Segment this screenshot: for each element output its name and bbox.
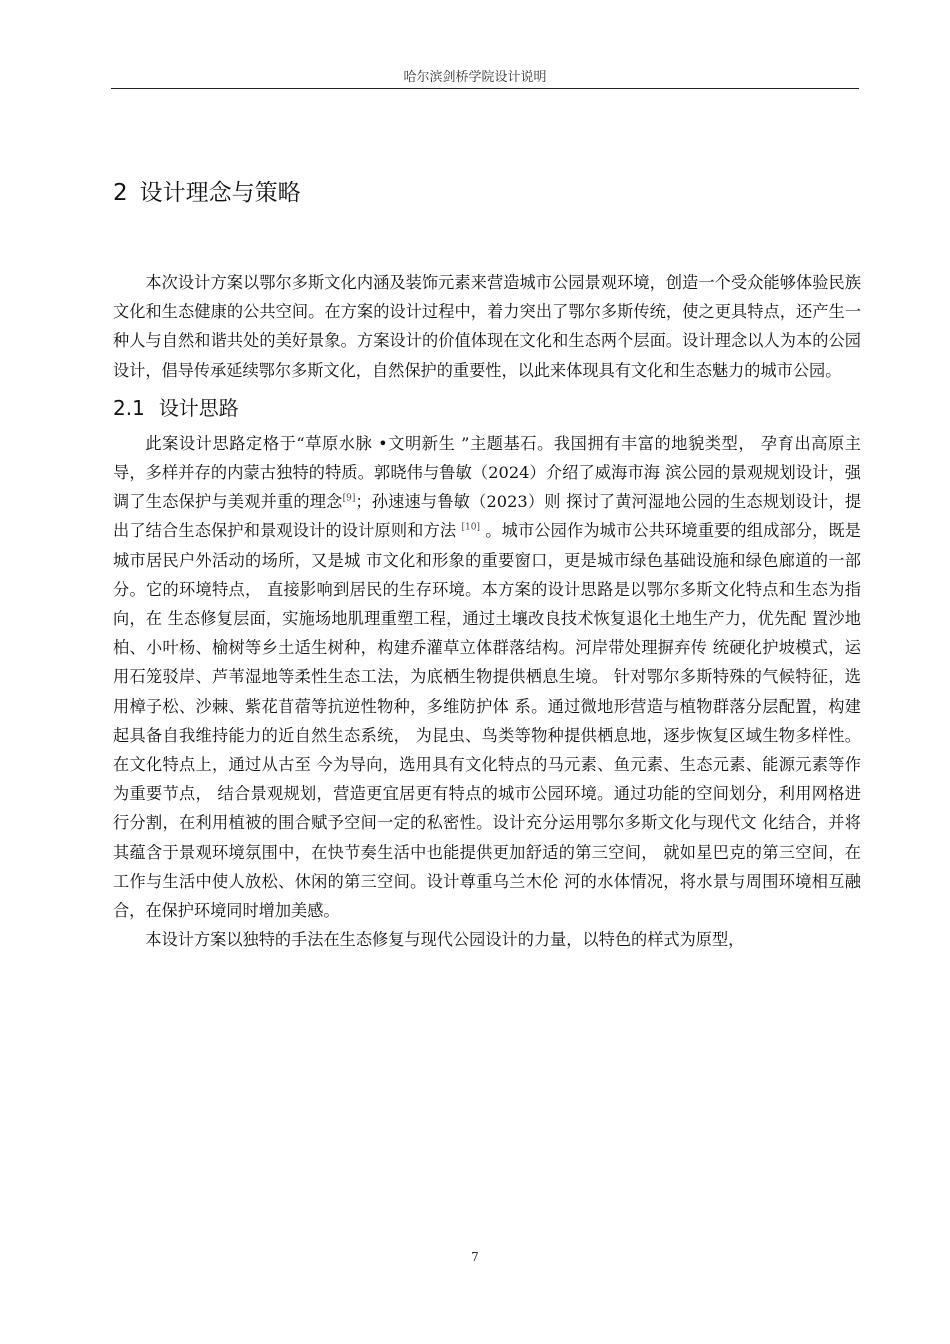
citation-9: [9] bbox=[342, 493, 356, 504]
document-body bbox=[113, 160, 861, 954]
section-heading bbox=[113, 391, 861, 425]
section-paragraph-part3: 。城市公园作为城市公共环境重要的组成部分，既是城市居民户外活动的场所，又是城 市文化和形象的重要窗口，更是城市绿色基础设施和绿色廊道的一部分。它的环境特点， 直接影响到居民的生存环境。本方案的设计思路是以鄂尔多斯文化特点和生态为指向，在 生态修复层面，实施场地肌理重塑工程，通过土壤改良技术恢复退化土地生产力，优先配 置沙地柏、小叶杨、榆树等乡土适生树种，构建乔灌草立体群落结构。河岸带处理摒弃传 统硬化护坡模式，运用石笼驳岸、芦苇湿地等柔性生态工法，为底栖生物提供栖息生境。 针对鄂尔多斯特殊的气候特征，选用樟子松、沙棘、紫花苜蓿等抗逆性物种，多维防护体 系。通过微地形营造与植物群落分层配置，构建起具备自我维持能力的近自然生态系统， 为昆虫、鸟类等物种提供栖息地，逐步恢复区域生物多样性。在文化特点上，通过从古至 今为导向，选用具有文化特点的马元素、鱼元素、生态元素、能源元素等作为重要节点， 结合景观规划，营造更宜居更有特点的城市公园环境。通过功能的空间划分，利用网格进 行分割，在利用植被的围合赋予空间一定的私密性。设计充分运用鄂尔多斯文化与现代文 化结合，并将其蕴含于景观环境氛围中，在快节奏生活中也能提供更加舒适的第三空间， 就如星巴克的第三空间，在工作与生活中使人放松、休闲的第三空间。设计尊重乌兰木伦 河的水体情况，将水景与周围环境相互融合，在保护环境同时增加美感。 bbox=[113, 521, 861, 921]
closing-paragraph: 本设计方案以独特的手法在生态修复与现代公园设计的力量，以特色的样式为原型， bbox=[145, 930, 745, 950]
section-title: 设计思路 bbox=[158, 395, 239, 420]
chapter-title: 设计理念与策略 bbox=[139, 180, 301, 206]
header-divider bbox=[111, 88, 859, 89]
page-number: 7 bbox=[471, 1250, 479, 1264]
section-paragraph bbox=[113, 429, 861, 925]
chapter-heading bbox=[113, 174, 861, 236]
intro-paragraph: 本次设计方案以鄂尔多斯文化内涵及装饰元素来营造城市公园景观环境，创造一个受众能够体验民族文化和生态健康的公共空间。在方案的设计过程中，着力突出了鄂尔多斯传统，使之更具特点，还产生一种人与自然和谐共处的美好景象。方案设计的价值体现在文化和生态两个层面。设计理念以人为本的公园设计，倡导传承延续鄂尔多斯文化，自然保护的重要性，以此来体现具有文化和生态魅力的城市公园。 bbox=[113, 273, 861, 380]
section-paragraph-part2: ；孙速速与鲁敏（2023）则 探讨了黄河湿地公园的生态规划设计，提出了结合生态保护和景观设计的设计原则和方法 bbox=[113, 492, 862, 541]
page-header-title: 哈尔滨剑桥学院设计说明 bbox=[403, 70, 547, 85]
chapter-number: 2 bbox=[113, 180, 128, 206]
section-number: 2.1 bbox=[113, 395, 145, 420]
citation-10: [10] bbox=[461, 523, 480, 534]
section-paragraph-part1: 此案设计思路定格于“草原水脉 •文明新生 ”主题基石。我国拥有丰富的地貌类型， 孕育出高原主导，多样并存的内蒙古独特的特质。郭晓伟与鲁敏（2024）介绍了威海市海 滨公园的景观规划设计，强调了生态保护与美观并重的理念 bbox=[113, 433, 861, 512]
